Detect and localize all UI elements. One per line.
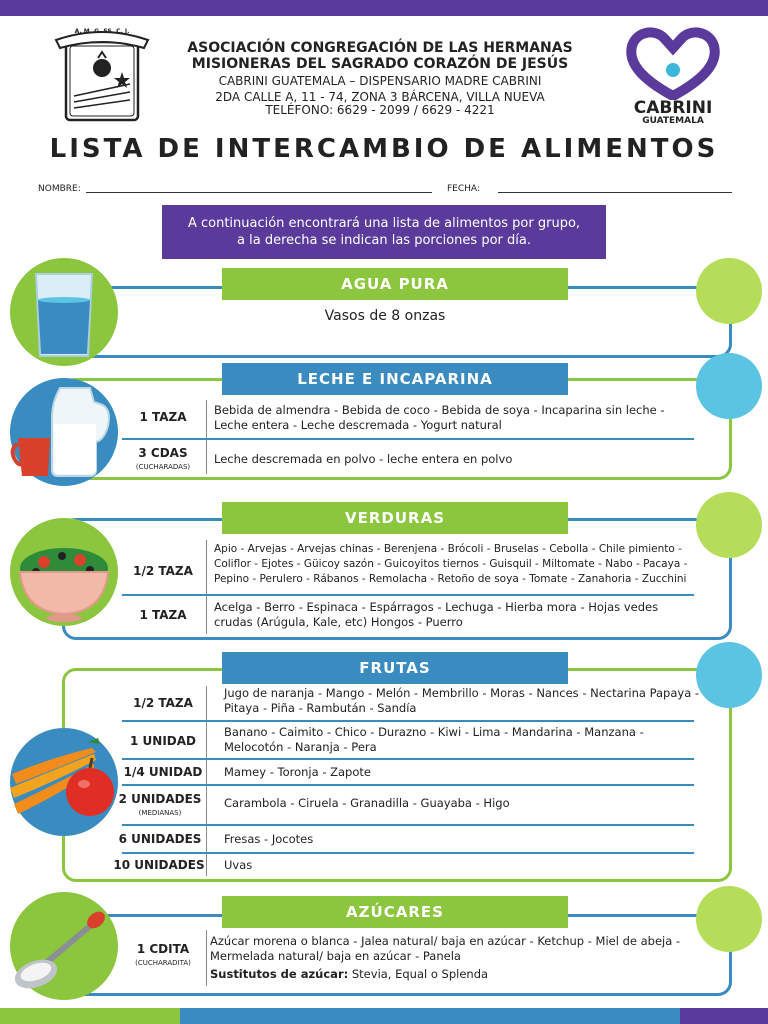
substitutes-label: Sustitutos de azúcar:: [210, 967, 349, 981]
substitutes-list: Stevia, Equal o Splenda: [348, 967, 489, 981]
leche-row-2-portion: [120, 446, 206, 474]
name-field[interactable]: [86, 192, 432, 193]
frutas-row-sep-5: [122, 852, 694, 854]
bottom-band-blue: [180, 1008, 680, 1024]
leche-row-1-foods: Bebida de almendra - Bebida de coco - Bebida de soya - Incaparina sin leche - Leche entera - Leche descremada - Yogurt natural: [214, 403, 665, 432]
leche-row-1-portion: 1 TAZA: [139, 410, 187, 424]
agua-title: AGUA PURA: [222, 268, 568, 300]
fruits-icon: [10, 728, 118, 836]
verduras-title: VERDURAS: [222, 502, 568, 534]
azucares-row-1-portion: [120, 942, 206, 970]
org-line-3: CABRINI GUATEMALA – DISPENSARIO MADRE CABRINI: [218, 74, 542, 88]
azucares-row-1-portion-text: 1 CDITA: [136, 942, 190, 956]
brand-sub: GUATEMALA: [642, 116, 704, 126]
azucares-title: AZÚCARES: [222, 896, 568, 928]
intro-line-2: a la derecha se indican las porciones por día.: [237, 233, 531, 248]
verduras-row-1-portion: 1/2 TAZA: [133, 564, 193, 578]
azucares-substitutes: [210, 967, 702, 982]
frutas-row-4-portion: [114, 792, 206, 820]
leche-dot: [696, 353, 762, 419]
name-label: NOMBRE:: [38, 184, 81, 194]
frutas-row-5-foods: Fresas - Jocotes: [224, 832, 314, 846]
frutas-row-sep-4: [122, 824, 694, 826]
frutas-divider: [206, 686, 207, 876]
seal-text: A. M. G. SS. C. J.: [74, 28, 130, 35]
address: 2DA CALLE A, 11 - 74, ZONA 3 BÁRCENA, VILLA NUEVA: [215, 90, 545, 104]
top-band: [0, 0, 768, 16]
verduras-divider: [206, 540, 207, 634]
page-title: LISTA DE INTERCAMBIO DE ALIMENTOS: [49, 134, 719, 164]
leche-row-2-portion-text: 3 CDAS: [138, 446, 188, 460]
intro-box: [162, 205, 606, 259]
date-label: FECHA:: [447, 184, 480, 194]
frutas-row-1-portion: 1/2 TAZA: [133, 696, 193, 710]
congregation-seal-logo: [52, 26, 152, 126]
leche-divider: [206, 400, 207, 474]
org-line-1: ASOCIACIÓN CONGREGACIÓN DE LAS HERMANAS: [187, 40, 573, 56]
leche-title: LECHE E INCAPARINA: [222, 363, 568, 395]
frutas-row-3-portion: 1/4 UNIDAD: [123, 765, 203, 779]
cabrini-brand-logo: [620, 26, 726, 128]
heart-logo-icon: [620, 26, 726, 100]
phone: TELÉFONO: 6629 - 2099 / 6629 - 4221: [265, 103, 495, 117]
milk-jug-icon: [10, 378, 118, 486]
frutas-row-sep-1: [122, 720, 694, 722]
frutas-row-6-foods: Uvas: [224, 858, 253, 872]
frutas-row-4-foods: Carambola - Ciruela - Granadilla - Guayaba - Higo: [224, 796, 510, 810]
frutas-row-4-note: (MEDIANAS): [138, 809, 182, 817]
brand-name: CABRINI: [633, 98, 713, 118]
spoon-sugar-icon: [10, 892, 118, 1000]
frutas-row-sep-2: [122, 758, 694, 760]
leche-row-2-foods: Leche descremada en polvo - leche entera en polvo: [214, 452, 513, 466]
frutas-row-2-foods: Banano - Caimito - Chico - Durazno - Kiwi - Lima - Mandarina - Manzana - Melocotón - Naranja - Pera: [224, 725, 644, 754]
verduras-dot: [696, 492, 762, 558]
salad-bowl-icon: [10, 518, 118, 626]
frutas-row-1-foods: Jugo de naranja - Mango - Melón - Membrillo - Moras - Nances - Nectarina Papaya - Pitaya - Piña - Rambután - Sandía: [224, 686, 700, 715]
agua-text: Vasos de 8 onzas: [324, 308, 446, 324]
frutas-title: FRUTAS: [222, 652, 568, 684]
intro-line-1: A continuación encontrará una lista de alimentos por grupo,: [187, 216, 581, 231]
verduras-row-2-portion: 1 TAZA: [139, 608, 187, 622]
leche-row-sep: [122, 438, 694, 440]
verduras-row-sep: [122, 594, 694, 596]
frutas-row-sep-3: [122, 784, 694, 786]
frutas-row-5-portion: 6 UNIDADES: [118, 832, 202, 846]
verduras-row-2-foods: Acelga - Berro - Espinaca - Espárragos - Lechuga - Hierba mora - Hojas vedes crudas (Arúgula, Kale, etc) Hongos - Puerro: [214, 600, 659, 629]
agua-dot: [696, 258, 762, 324]
azucares-row-1-foods: Azúcar morena o blanca - Jalea natural/ baja en azúcar - Ketchup - Miel de abeja - Mermelada natural/ baja en azúcar - Panela: [210, 934, 681, 963]
leche-row-2-note: (CUCHARADAS): [135, 463, 191, 471]
frutas-row-6-portion: 10 UNIDADES: [113, 858, 205, 872]
date-field[interactable]: [498, 192, 732, 193]
azucares-dot: [696, 886, 762, 952]
azucares-row-1-note: (CUCHARADITA): [135, 959, 191, 967]
frutas-row-4-portion-text: 2 UNIDADES: [118, 792, 202, 806]
azucares-divider: [206, 930, 207, 986]
water-glass-icon: [10, 258, 118, 366]
verduras-row-1-foods: Apio - Arvejas - Arvejas chinas - Berenjena - Brócoli - Bruselas - Cebolla - Chile pimiento - Coliflor - Ejotes - Güicoy sazón - Guicoyitos tiernos - Guisquil - Miltomate - Nabo - Pacaya - Pepino - Perulero - Rábanos - Remolacha - Retoño de soya - Tomate - Zanahoria - Zucchini: [214, 543, 688, 585]
frutas-row-2-portion: 1 UNIDAD: [130, 734, 196, 748]
bottom-band-green: [0, 1008, 180, 1024]
frutas-row-3-foods: Mamey - Toronja - Zapote: [224, 765, 371, 779]
frutas-dot: [696, 642, 762, 708]
org-line-2: MISIONERAS DEL SAGRADO CORAZÓN DE JESÚS: [191, 56, 569, 72]
